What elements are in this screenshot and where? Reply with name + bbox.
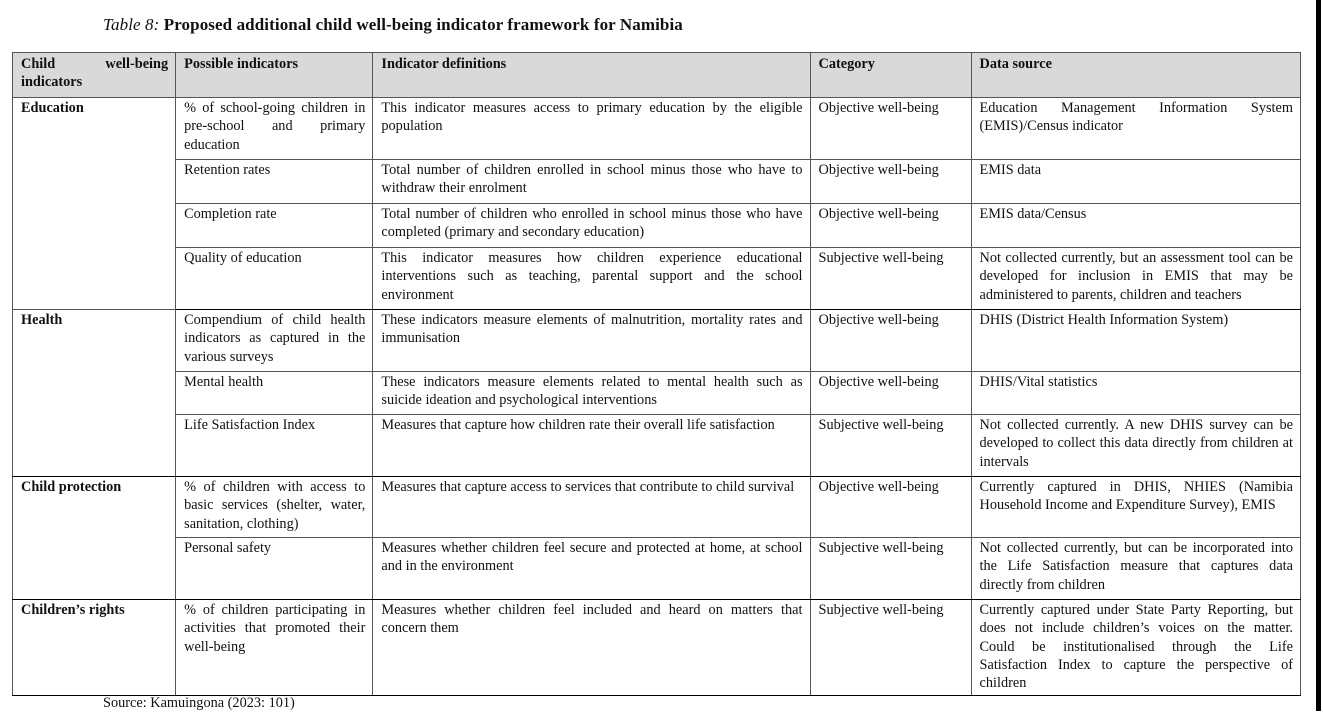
table-caption	[103, 15, 683, 35]
data-source-cell: Education Management Information System (EMIS)/Census indicator	[971, 98, 1300, 160]
data-source-cell: Not collected currently, but an assessment tool can be developed for inclusion in EMIS that may be administered to parents, children and teachers	[971, 248, 1300, 310]
domain-cell-education: Education	[13, 98, 176, 310]
header-indicator-definitions: Indicator definitions	[373, 53, 810, 98]
table-row	[13, 248, 1301, 310]
category-cell: Objective well-being	[810, 98, 971, 160]
table-row	[13, 204, 1301, 248]
domain-cell-child-protection: Child protection	[13, 477, 176, 600]
header-category: Category	[810, 53, 971, 98]
data-source-cell: EMIS data/Census	[971, 204, 1300, 248]
definition-cell: These indicators measure elements of malnutrition, mortality rates and immunisation	[373, 310, 810, 372]
indicator-cell: Personal safety	[176, 538, 373, 600]
category-cell: Objective well-being	[810, 477, 971, 538]
table-row	[13, 600, 1301, 696]
definition-cell: Total number of children who enrolled in school minus those who have completed (primary and secondary education)	[373, 204, 810, 248]
category-cell: Subjective well-being	[810, 600, 971, 696]
data-source-cell: EMIS data	[971, 160, 1300, 204]
definition-cell: These indicators measure elements related to mental health such as suicide ideation and psychological interventions	[373, 372, 810, 415]
category-cell: Objective well-being	[810, 372, 971, 415]
page-edge-bar	[1316, 0, 1321, 711]
indicator-framework-table	[12, 52, 1301, 696]
domain-cell-health: Health	[13, 310, 176, 477]
table-row	[13, 98, 1301, 160]
definition-cell: This indicator measures how children experience educational interventions such as teaching, parental support and the school environment	[373, 248, 810, 310]
table-caption-title: Proposed additional child well-being indicator framework for Namibia	[163, 15, 683, 34]
table-row	[13, 310, 1301, 372]
data-source-cell: Currently captured under State Party Reporting, but does not include children’s voices on the matter. Could be institutionalised through the Life Satisfaction Index to capture the perspective of children	[971, 600, 1300, 696]
definition-cell: Total number of children enrolled in school minus those who have to withdraw their enrolment	[373, 160, 810, 204]
data-source-cell: DHIS (District Health Information System)	[971, 310, 1300, 372]
data-source-cell: Not collected currently. A new DHIS survey can be developed to collect this data directly from children at intervals	[971, 415, 1300, 477]
header-child-wellbeing-indicators	[13, 53, 176, 98]
table-row	[13, 415, 1301, 477]
domain-cell-childrens-rights: Children’s rights	[13, 600, 176, 696]
table-row	[13, 372, 1301, 415]
indicator-cell: Mental health	[176, 372, 373, 415]
indicator-cell: Retention rates	[176, 160, 373, 204]
category-cell: Objective well-being	[810, 204, 971, 248]
header-possible-indicators: Possible indicators	[176, 53, 373, 98]
definition-cell: This indicator measures access to primary education by the eligible population	[373, 98, 810, 160]
category-cell: Subjective well-being	[810, 248, 971, 310]
indicator-cell: Quality of education	[176, 248, 373, 310]
table-row	[13, 538, 1301, 600]
table-row	[13, 477, 1301, 538]
indicator-cell: % of school-going children in pre-school and primary education	[176, 98, 373, 160]
data-source-cell: Currently captured in DHIS, NHIES (Namibia Household Income and Expenditure Survey), EMIS	[971, 477, 1300, 538]
indicator-cell: Completion rate	[176, 204, 373, 248]
category-cell: Objective well-being	[810, 310, 971, 372]
category-cell: Subjective well-being	[810, 415, 971, 477]
header-row	[13, 53, 1301, 98]
data-source-cell: Not collected currently, but can be incorporated into the Life Satisfaction measure that captures data directly from children	[971, 538, 1300, 600]
category-cell: Subjective well-being	[810, 538, 971, 600]
header-label: Child well-being indicators	[21, 56, 169, 91]
definition-cell: Measures that capture how children rate their overall life satisfaction	[373, 415, 810, 477]
category-cell: Objective well-being	[810, 160, 971, 204]
source-note: Source: Kamuingona (2023: 101)	[103, 695, 295, 711]
indicator-cell: % of children participating in activities that promoted their well-being	[176, 600, 373, 696]
table-caption-label: Table 8:	[103, 15, 160, 34]
definition-cell: Measures whether children feel secure and protected at home, at school and in the environment	[373, 538, 810, 600]
indicator-cell: Compendium of child health indicators as captured in the various surveys	[176, 310, 373, 372]
indicator-cell: % of children with access to basic services (shelter, water, sanitation, clothing)	[176, 477, 373, 538]
indicator-cell: Life Satisfaction Index	[176, 415, 373, 477]
definition-cell: Measures whether children feel included and heard on matters that concern them	[373, 600, 810, 696]
data-source-cell: DHIS/Vital statistics	[971, 372, 1300, 415]
table-row	[13, 160, 1301, 204]
header-data-source: Data source	[971, 53, 1300, 98]
definition-cell: Measures that capture access to services that contribute to child survival	[373, 477, 810, 538]
